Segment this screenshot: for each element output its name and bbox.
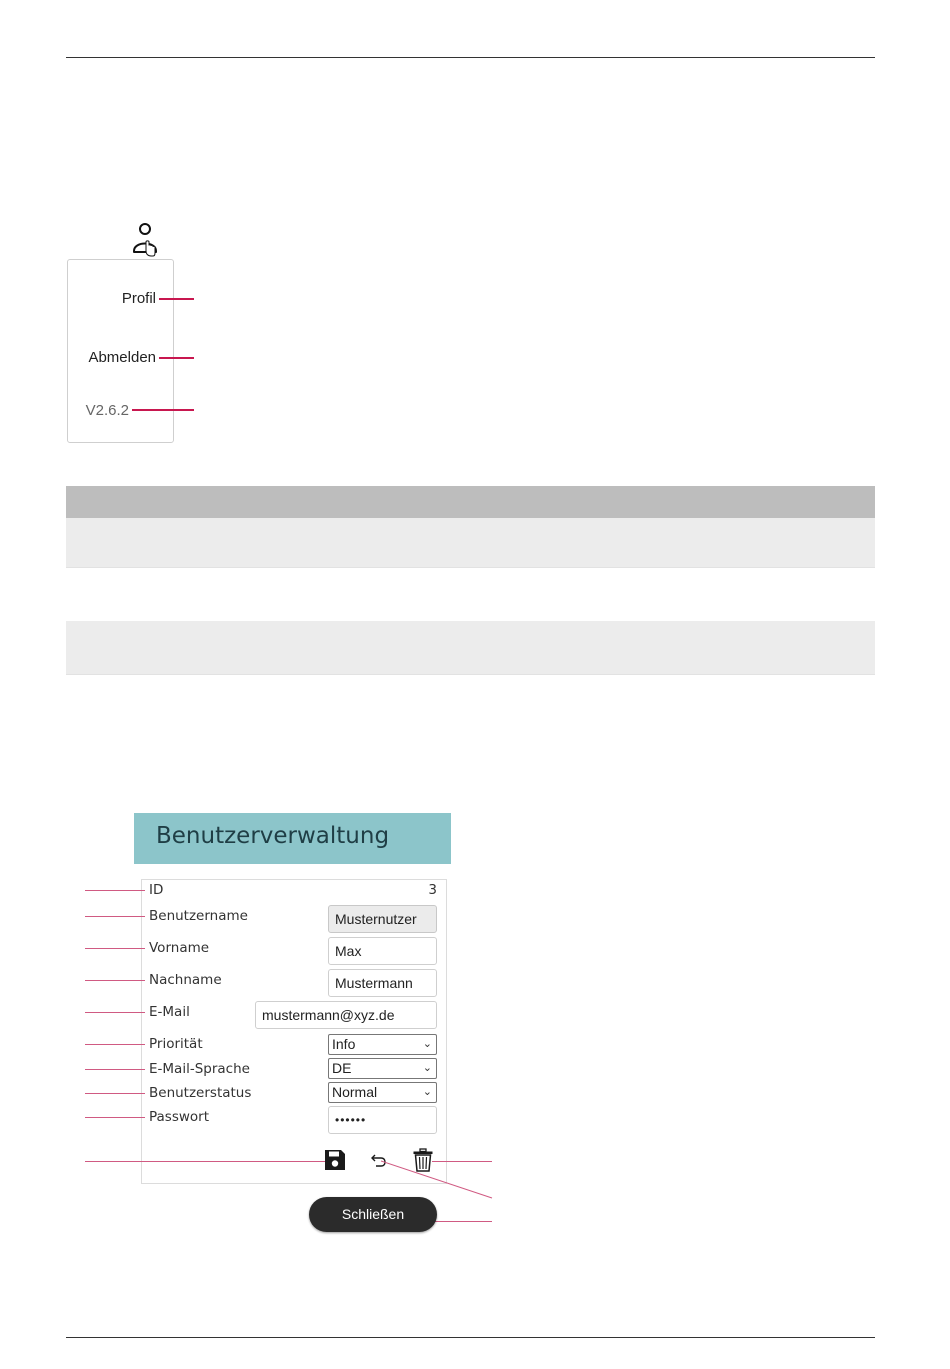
callout-line-version <box>132 409 194 411</box>
username-field: Musternutzer <box>328 905 437 933</box>
email-field[interactable]: mustermann@xyz.de <box>255 1001 437 1029</box>
save-icon[interactable] <box>324 1149 346 1171</box>
email-language-select[interactable] <box>328 1058 437 1079</box>
table-row <box>66 567 875 622</box>
email-language-value: DE <box>332 1060 352 1076</box>
callout-line-profile <box>159 298 194 300</box>
label-id: ID <box>149 882 164 898</box>
table-row <box>66 621 875 675</box>
chevron-down-icon: ⌄ <box>422 1086 432 1098</box>
close-button[interactable]: Schließen <box>309 1197 437 1232</box>
menu-item-profile[interactable]: Profil <box>121 290 156 307</box>
menu-item-logout[interactable]: Abmelden <box>88 349 156 366</box>
id-value: 3 <box>428 882 437 898</box>
callout-line-email <box>85 1012 145 1013</box>
callout-line-username <box>85 916 145 917</box>
priority-select[interactable] <box>328 1034 437 1055</box>
callout-line-logout <box>159 357 194 359</box>
label-email: E-Mail <box>149 1004 190 1020</box>
callout-line-save <box>85 1161 325 1162</box>
first-name-field[interactable]: Max <box>328 937 437 965</box>
label-first-name: Vorname <box>149 940 210 956</box>
last-name-field[interactable]: Mustermann <box>328 969 437 997</box>
callout-line-first-name <box>85 948 145 949</box>
table-header <box>66 486 875 518</box>
dialog-header <box>134 813 451 864</box>
callout-line-email-language <box>85 1069 145 1070</box>
callout-line-id <box>85 890 145 891</box>
label-last-name: Nachname <box>149 972 222 988</box>
label-user-status: Benutzerstatus <box>149 1085 252 1101</box>
priority-value: Info <box>332 1036 356 1052</box>
top-rule <box>66 57 875 58</box>
callout-line-undo <box>380 1160 494 1200</box>
callout-line-priority <box>85 1044 145 1045</box>
chevron-down-icon: ⌄ <box>422 1062 432 1074</box>
user-status-select[interactable] <box>328 1082 437 1103</box>
label-username: Benutzername <box>149 908 248 924</box>
chevron-down-icon: ⌄ <box>422 1038 432 1050</box>
label-password: Passwort <box>149 1109 210 1125</box>
password-field[interactable]: •••••• <box>328 1106 437 1134</box>
callout-line-password <box>85 1117 145 1118</box>
callout-line-user-status <box>85 1093 145 1094</box>
bottom-rule <box>66 1337 875 1338</box>
user-status-value: Normal <box>332 1084 378 1100</box>
user-account-icon[interactable] <box>129 221 161 259</box>
callout-line-last-name <box>85 980 145 981</box>
label-priority: Priorität <box>149 1036 203 1052</box>
label-email-language: E-Mail-Sprache <box>149 1061 250 1077</box>
dialog-title: Benutzerverwaltung <box>156 823 390 849</box>
table-row <box>66 518 875 567</box>
menu-item-version: V2.6.2 <box>85 402 129 419</box>
